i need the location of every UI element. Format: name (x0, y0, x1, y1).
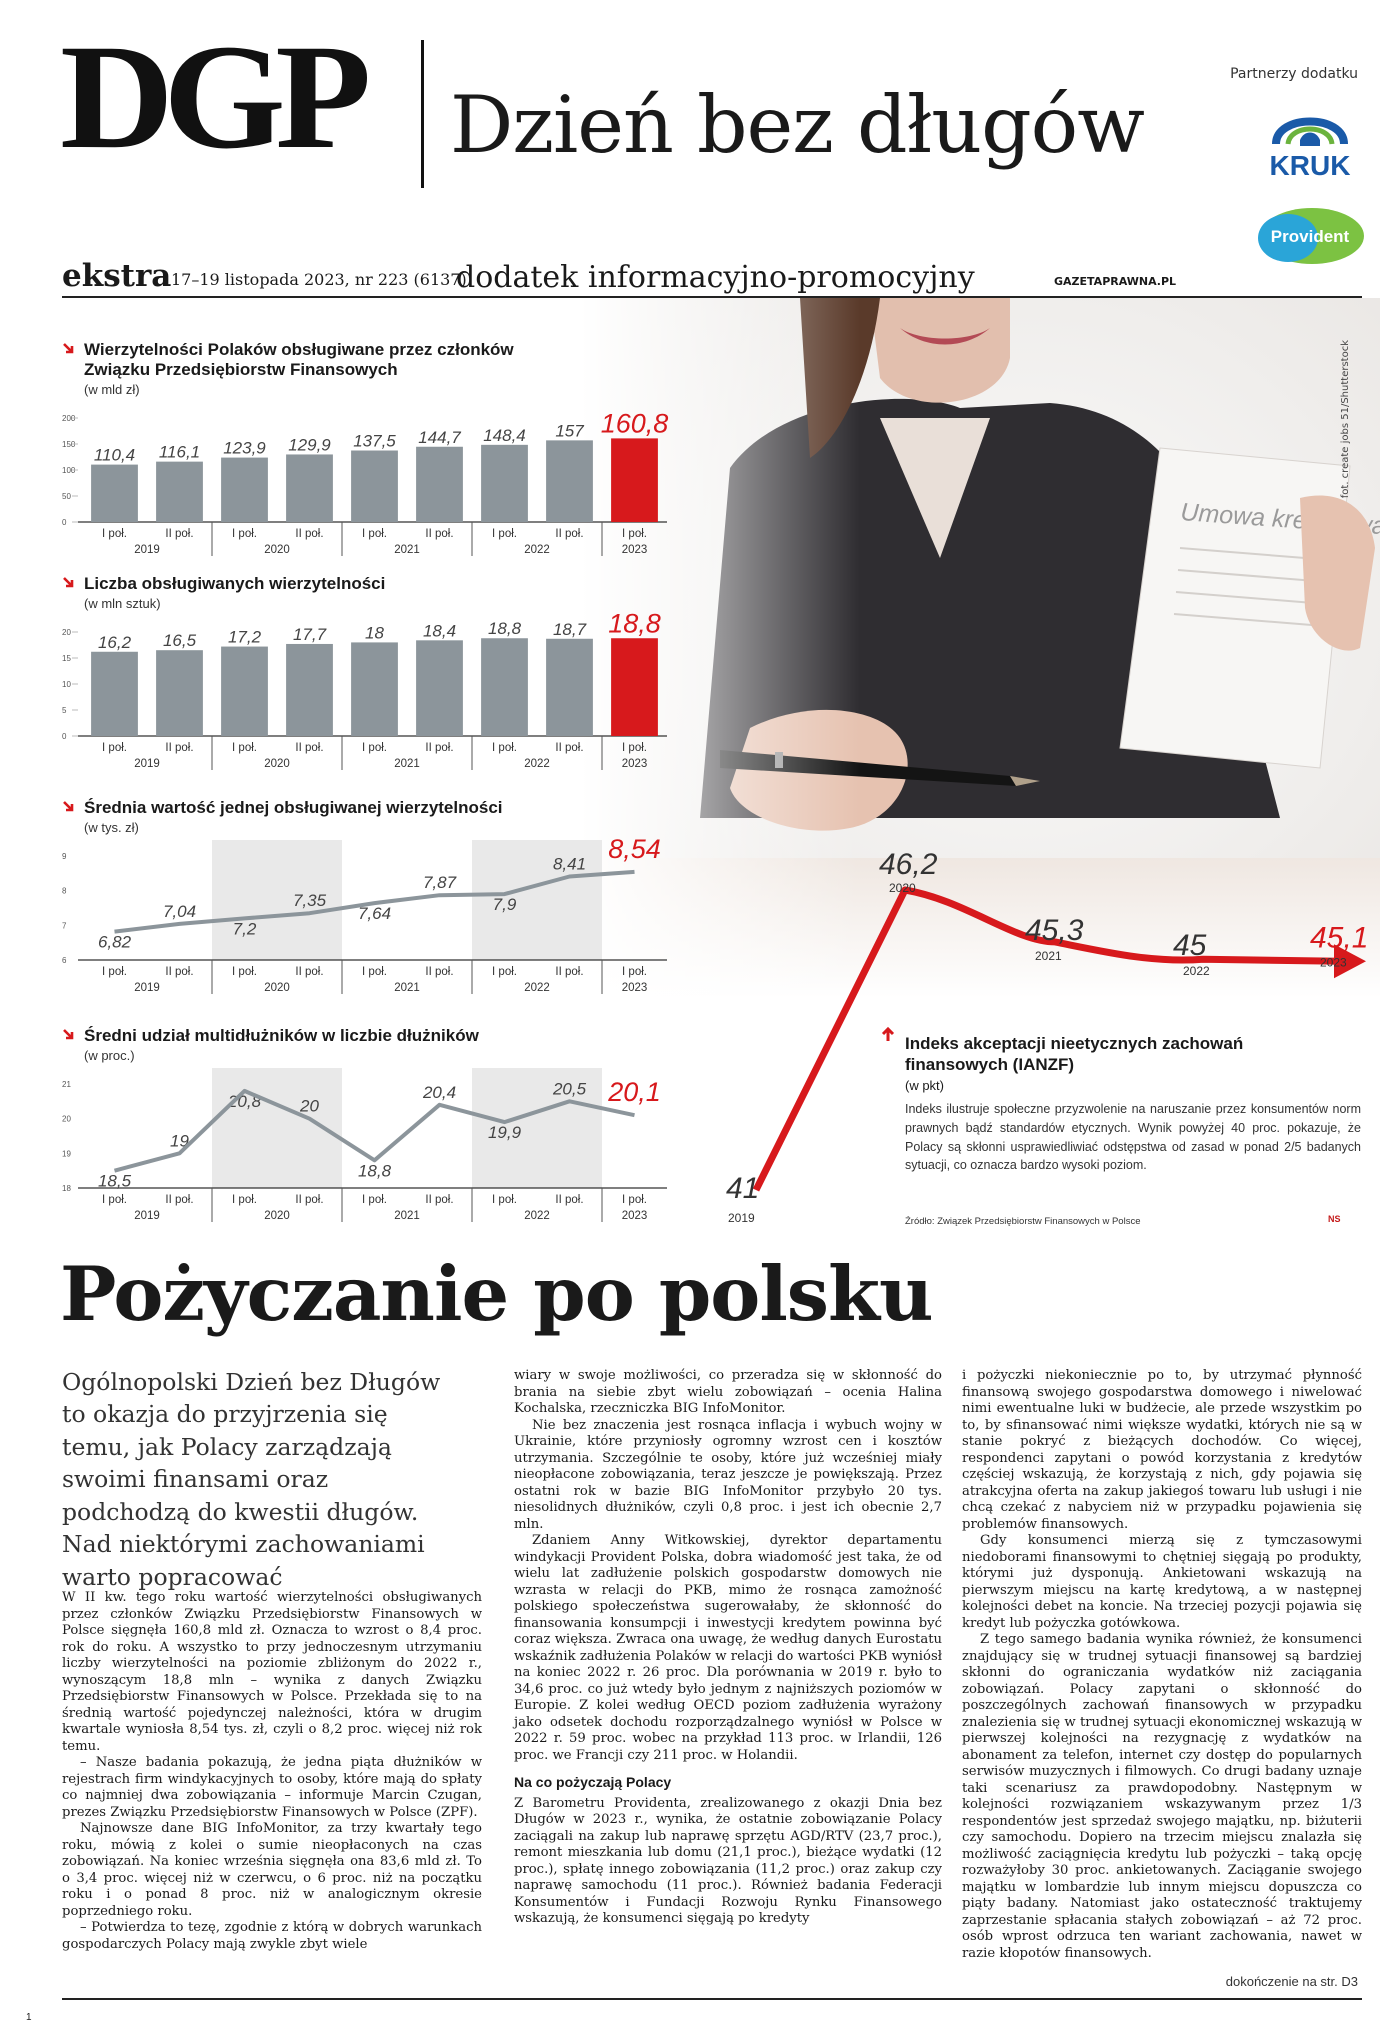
year-label: 2023 (621, 1210, 648, 1222)
x-tick-label: II poł. (165, 966, 194, 978)
wierzytelnosci-bar-chart (62, 398, 670, 560)
bar (91, 652, 138, 736)
paragraph: Zdaniem Anny Witkowskiej, dyrektor departamentu windykacji Provident Polska, dobra wiadomość jest taka, że od wielu lat zadłużenie polskich gospodarstw domowych nie wzrasta w relacji do PKB, mimo że rosnąca zamożność polskiego społeczeństwa sugerowałaby, że skłonność do finansowania konsumpcji i inwestycji kredytem powinna być coraz większa. Zwraca ona uwagę, że według danych Eurostatu wskaźnik zadłużenia Polaków w relacji do wartości PKB wyniósł na koniec 2022 r. 26 proc. Dla porównania w 2019 r. było to 34,6 proc. co już wtedy było jednym z najniższych poziomów w Europie. Z kolei według OECD poziom zadłużenia wyrażony jako odsetek dochodu rozporządzalnego wyniósł w Polsce w 2022 r. 59 proc. wobec na przykład 113 proc. w Irlandii, 126 proc. we Francji czy 211 proc. w Holandii. (514, 1533, 942, 1763)
kruk-logo (1262, 100, 1358, 180)
liczba-bar-chart (62, 608, 670, 774)
x-tick-label: II poł. (555, 742, 584, 754)
x-tick-label: I poł. (362, 966, 387, 978)
data-label: 7,35 (292, 891, 327, 911)
x-tick-label: II poł. (425, 742, 454, 754)
page-number: 1 (26, 2012, 32, 2023)
index-chart-title: Indeks akceptacji nieetycznych zachowań finansowych (IANZF) (905, 1034, 1244, 1074)
bar (546, 440, 593, 522)
x-tick-label: II poł. (295, 1194, 324, 1206)
x-tick-label: II poł. (165, 1194, 194, 1206)
x-tick-label: I poł. (622, 1194, 647, 1206)
chart1-unit: (w mld zł) (84, 382, 140, 397)
designer-mark: NS (1328, 1214, 1341, 1224)
chart4-unit: (w proc.) (84, 1048, 135, 1063)
edition-label: ekstra (62, 258, 172, 294)
data-label: 20,4 (422, 1082, 457, 1102)
paragraph: Najnowsze dane BIG InfoMonitor, za trzy kwartały tego roku, mówią z kolei o sumie nieopłaconych na czas zobowiązań. Na koniec września sięgnęła ona 83,6 mld zł. To o 3,4 proc. więcej niż w czerwcu, o 6 proc. niż na początku roku i o ponad 8 proc. niż w analogicznym okresie poprzedniego roku. (62, 1821, 482, 1919)
chart3-unit: (w tys. zł) (84, 820, 139, 835)
paragraph: Z Barometru Providenta, zrealizowanego z okazji Dnia bez Długów w 2023 r., wynika, że ostatnie zobowiązanie Polacy zaciągali na zakup lub naprawę sprzętu AGD/RTV (23,7 proc.), remont mieszkania lub domu (21,1 proc.), bieżące wydatki (12 proc.), spłatę innego zobowiązania (11,2 proc.) oraz zakup czy naprawę samochodu (11 proc.). Również badania Federacji Konsumentów i Fundacji Rozwoju Rynku Finansowego wskazują, że konsumenci sięgają po kredyty (514, 1795, 942, 1926)
data-label: 144,7 (418, 427, 461, 447)
data-label: 7,9 (492, 895, 517, 915)
article-column-2 (514, 1368, 942, 1928)
y-tick-label: 10 (62, 680, 71, 689)
index-data-label: 45,1 (1310, 921, 1369, 955)
data-label: 137,5 (353, 431, 396, 451)
index-year-label: 2019 (728, 1211, 755, 1225)
paragraph: – Potwierdza to tezę, zgodnie z którą w dobrych warunkach gospodarczych Polacy mają zwykle zbyt wiele (62, 1920, 482, 1952)
x-tick-label: I poł. (492, 966, 517, 978)
supplement-title: Dzień bez długów (450, 79, 1144, 171)
x-tick-label: II poł. (165, 742, 194, 754)
x-tick-label: I poł. (232, 742, 257, 754)
x-tick-label: I poł. (102, 1194, 127, 1206)
bar (351, 642, 398, 736)
kruk-wordmark: KRUK (1269, 150, 1351, 180)
x-tick-label: I poł. (492, 742, 517, 754)
continued-note[interactable]: dokończenie na str. D3 (1225, 1974, 1358, 1989)
year-label: 2019 (134, 544, 160, 556)
chart2-unit: (w mln sztuk) (84, 596, 161, 611)
year-label: 2021 (394, 758, 420, 770)
bar (416, 640, 463, 736)
index-year-label: 2022 (1183, 964, 1210, 979)
x-tick-label: I poł. (622, 966, 647, 978)
x-tick-label: I poł. (102, 966, 127, 978)
bar (91, 465, 138, 522)
year-label: 2021 (394, 982, 420, 994)
y-tick-label: 9 (62, 852, 67, 861)
x-tick-label: I poł. (362, 1194, 387, 1206)
bar (221, 647, 268, 736)
data-label: 19,9 (487, 1123, 522, 1143)
data-label: 160,8 (600, 408, 669, 439)
bar (156, 650, 203, 736)
x-tick-label: I poł. (492, 528, 517, 540)
x-tick-label: I poł. (362, 742, 387, 754)
y-tick-label: 21 (62, 1080, 71, 1089)
bar (481, 638, 528, 736)
y-tick-label: 200 (62, 414, 76, 423)
year-label: 2019 (134, 982, 160, 994)
x-tick-label: II poł. (425, 528, 454, 540)
x-tick-label: I poł. (102, 528, 127, 540)
year-label: 2023 (621, 982, 648, 994)
index-year-label: 2023 (1320, 955, 1347, 970)
y-tick-label: 0 (62, 518, 67, 527)
x-tick-label: II poł. (295, 528, 324, 540)
x-tick-label: I poł. (232, 966, 257, 978)
year-label: 2022 (524, 982, 550, 994)
bar (611, 638, 658, 736)
dgp-logo: DGP (60, 14, 361, 180)
multidluznicy-line-chart (62, 1064, 670, 1226)
trend-down-arrow-icon (62, 800, 76, 814)
photo-credit: fot. create jobs 51/Shutterstock (1340, 340, 1351, 499)
trend-down-arrow-icon (62, 1028, 76, 1042)
index-data-label: 46,2 (879, 848, 938, 881)
index-source: Źródło: Związek Przedsiębiorstw Finansowych w Polsce (905, 1216, 1141, 1227)
data-label: 20,8 (227, 1091, 262, 1111)
data-label: 110,4 (93, 445, 136, 465)
x-tick-label: I poł. (232, 1194, 257, 1206)
year-label: 2020 (264, 1210, 290, 1222)
data-label: 129,9 (288, 435, 331, 455)
y-tick-label: 15 (62, 654, 71, 663)
x-tick-label: I poł. (232, 528, 257, 540)
x-tick-label: II poł. (295, 966, 324, 978)
edition-line (62, 258, 1177, 298)
paragraph: Nie bez znaczenia jest rosnąca inflacja i wybuch wojny w Ukrainie, które przyniosły ogromny wzrost cen i kosztów utrzymania. Szczególnie te osoby, które już wcześniej miały nieopłacone zobowiązania, teraz jeszcze je powiększają. Przez ostatni rok w bazie BIG InfoMonitor przybyło 20 tys. niesolidnych dłużników, czyli 0,8 proc. i jest ich obecnie 2,7 mln. (514, 1417, 942, 1532)
bar (481, 445, 528, 522)
data-label: 20 (300, 1096, 319, 1116)
x-tick-label: II poł. (555, 1194, 584, 1206)
year-label: 2020 (264, 758, 290, 770)
y-tick-label: 0 (62, 732, 67, 741)
supplement-type: dodatek informacyjno-promocyjny (456, 260, 975, 295)
bar (156, 462, 203, 522)
x-tick-label: I poł. (362, 528, 387, 540)
paragraph: Z tego samego badania wynika również, że konsumenci znajdujący się w trudnej sytuacji finansowej są bardziej skłonni do ograniczania wydatków niż zaciągania zobowiązań. Polacy zapytani o skłonność do poszczególnych zachowań finansowych w przypadku znalezienia się w trudnej sytuacji ekonomicznej wskazują w pierwszej kolejności na rezygnację z wydatków na abonament za telefon, internet czy dostęp do popularnych serwisów muzycznych i filmowych. Co drugi badany uznaje taki scenariusz za prawdopodobny. Następnym w kolejności rozwiązaniem wskazywanym przez 1/3 respondentów jest sprzedaż swojego majątku, np. biżuterii czy samochodu. Dopiero na trzecim miejscu znalazła się możliwość zaciągnięcia kredytu lub pożyczki – taką opcję rozważyłoby 30 proc. ankietowanych. Zaciąganie swojego majątku w lombardzie lub innym miejscu dopuszcza co piąty badany. Natomiast jako ostateczność traktujemy zaprzestanie spłacania stałych zobowiązań – aż 72 proc. osób wprost odrzuca ten wariant zachowania, nawet w razie kłopotów finansowych. (962, 1632, 1362, 1961)
bar (351, 451, 398, 523)
provident-logo (1258, 206, 1366, 266)
article-column-1 (62, 1590, 482, 1953)
trend-down-arrow-icon (62, 576, 76, 590)
index-chart-unit: (w pkt) (905, 1078, 944, 1093)
data-label: 7,87 (422, 873, 457, 893)
index-year-label: 2021 (1035, 948, 1062, 963)
x-tick-label: II poł. (555, 966, 584, 978)
index-data-label: 45 (1173, 929, 1207, 963)
data-label: 6,82 (97, 932, 132, 952)
data-label: 19 (170, 1131, 189, 1151)
year-label: 2020 (264, 544, 290, 556)
paragraph: W II kw. tego roku wartość wierzytelności obsługiwanych przez członków Związku Przedsiębiorstw Finansowych w Polsce sięgnęła 160,8 mld zł. Oznacza to wzrost o 8,4 proc. rok do roku. A wszystko to przy jednoczesnym utrzymaniu liczby wierzytelności na poziomie zbliżonym do 2022 r., wynoszącym 18,8 mln – wynika z danych Związku Przedsiębiorstw Finansowych w Polsce. Przekłada się to na średnią wartość pojedynczej należności, która w drugim kwartale wyniosła 8,54 tys. zł, czyli o 8,2 proc. więcej niż rok temu. (62, 1590, 482, 1754)
y-tick-label: 7 (62, 921, 67, 931)
year-label: 2019 (134, 1210, 160, 1222)
data-label: 18,7 (552, 619, 587, 639)
trend-down-arrow-icon (62, 342, 76, 356)
x-tick-label: I poł. (622, 528, 647, 540)
year-label: 2023 (621, 758, 648, 770)
chart3-title: Średnia wartość jednej obsługiwanej wierzytelności (84, 798, 503, 817)
bottom-rule (62, 1998, 1362, 2000)
data-label: 7,04 (162, 901, 197, 921)
chart2-title: Liczba obsługiwanych wierzytelności (84, 574, 386, 593)
x-tick-label: II poł. (425, 1194, 454, 1206)
paragraph: – Nasze badania pokazują, że jedna piąta dłużników w rejestrach firm windykacyjnych to osoby, które mają do spłaty co najmniej dwa zobowiązania – informuje Marcin Czugan, prezes Związku Przedsiębiorstw Finansowych w Polsce (ZPF). (62, 1755, 482, 1820)
bar (286, 454, 333, 522)
data-label: 116,1 (158, 442, 201, 462)
trend-up-arrow-icon (880, 1026, 896, 1042)
data-label: 17,2 (227, 627, 262, 647)
index-year-label: 2020 (889, 881, 916, 895)
data-label: 8,54 (608, 833, 661, 864)
bar (416, 447, 463, 522)
year-label: 2019 (134, 758, 160, 770)
y-tick-label: 19 (62, 1149, 71, 1159)
bar (611, 438, 658, 522)
year-label: 2021 (394, 544, 420, 556)
data-label: 18,5 (97, 1171, 132, 1191)
data-label: 18,8 (608, 608, 661, 639)
data-label: 18 (365, 623, 384, 643)
y-tick-label: 150 (62, 440, 76, 449)
x-tick-label: II poł. (555, 528, 584, 540)
paragraph: i pożyczki niekoniecznie po to, by utrzymać płynność finansową swojego gospodarstwa domowego i niwelować nimi ewentualne luki w budżecie, ale przede wszystkim po to, by sfinansować nimi większe wydatki, których nie są w stanie pokryć z bieżących dochodów. Co więcej, respondenci zapytani o powód korzystania z kredytów częściej wskazują, że korzystają z nich, gdy pojawia się atrakcyjna oferta na zakup jakiegoś towaru lub usługi i nie chcą czekać z nabyciem niż w przypadku pojawienia się problemów finansowych. (962, 1368, 1362, 1532)
bar (286, 644, 333, 736)
bar (221, 458, 268, 522)
data-label: 18,4 (422, 621, 457, 641)
data-label: 148,4 (483, 425, 526, 445)
index-data-label: 41 (726, 1172, 760, 1205)
year-label: 2020 (264, 982, 290, 994)
y-tick-label: 20 (62, 628, 71, 637)
article-lead: Ogólnopolski Dzień bez Długów to okazja do przyjrzenia się temu, jak Polacy zarządzają swoimi finansami oraz podchodzą do kwestii długów. Nad niektórymi zachowaniami warto popracować (62, 1368, 441, 1591)
data-label: 123,9 (223, 438, 266, 458)
index-description: Indeks ilustruje społeczne przyzwolenie na naruszanie przez konsumentów norm prawnych bądź standardów etycznych. Wynik powyżej 40 proc. pokazuje, że Polacy są skłonni usprawiedliwiać odstępstwa od zasad w ponad 2/5 badanych sytuacji, co oznacza bardzo wysoki poziom. (905, 1102, 1361, 1173)
x-tick-label: II poł. (425, 966, 454, 978)
data-label: 17,7 (292, 624, 327, 644)
year-label: 2022 (524, 758, 550, 770)
x-tick-label: I poł. (622, 742, 647, 754)
site-url[interactable]: GAZETAPRAWNA.PL (1054, 275, 1177, 288)
bar (546, 639, 593, 736)
year-label: 2022 (524, 1210, 550, 1222)
y-tick-label: 5 (62, 706, 67, 715)
data-label: 18,8 (487, 619, 522, 639)
year-label: 2022 (524, 544, 550, 556)
article-headline: Pożyczanie po polsku (60, 1250, 933, 1338)
x-tick-label: II poł. (295, 742, 324, 754)
data-label: 20,1 (608, 1077, 661, 1108)
data-label: 7,2 (232, 919, 257, 939)
srednia-wartosc-line-chart (62, 833, 670, 998)
y-tick-label: 18 (62, 1184, 71, 1193)
y-tick-label: 100 (62, 466, 76, 475)
data-label: 157 (555, 421, 584, 441)
data-label: 16,5 (162, 631, 197, 651)
article-column-3 (962, 1368, 1362, 1962)
y-tick-label: 20 (62, 1114, 71, 1124)
data-label: 16,2 (97, 632, 132, 652)
data-label: 8,41 (552, 854, 587, 874)
x-tick-label: I poł. (492, 1194, 517, 1206)
paragraph: Gdy konsumenci mierzą się z tymczasowymi niedoborami finansowymi to chętniej sięgają po produkty, którymi już dysponują. Ankietowani wskazują na pierwszym miejscu na kartę kredytową, a w następnej kolejności debet na koncie. Na trzeciej pozycji pojawia się kredyt lub pożyczka gotówkowa. (962, 1533, 1362, 1631)
x-tick-label: I poł. (102, 742, 127, 754)
partners-label: Partnerzy dodatku (1230, 66, 1358, 82)
x-tick-label: II poł. (165, 528, 194, 540)
y-tick-label: 8 (62, 886, 67, 896)
index-data-label: 45,3 (1025, 913, 1084, 947)
paragraph: wiary w swoje możliwości, co przeradza się w skłonność do brania na siebie zbyt wielu zobowiązań – ocenia Halina Kochalska, rzeczniczka BIG InfoMonitor. (514, 1368, 942, 1416)
y-tick-label: 50 (62, 492, 71, 501)
data-label: 18,8 (357, 1161, 392, 1181)
chart1-title: Wierzytelności Polaków obsługiwane przez członków Związku Przedsiębiorstw Finansowych (84, 340, 514, 380)
masthead-divider (421, 40, 424, 188)
section-heading: Na co pożyczają Polacy (514, 1774, 672, 1790)
y-tick-label: 6 (62, 956, 67, 965)
year-label: 2023 (621, 544, 648, 556)
issue-date: 17–19 listopada 2023, nr 223 (6137) (171, 270, 467, 289)
data-label: 20,5 (552, 1079, 587, 1099)
chart4-title: Średni udział multidłużników w liczbie dłużników (84, 1026, 479, 1045)
year-label: 2021 (394, 1210, 420, 1222)
data-label: 7,64 (357, 904, 392, 924)
provident-wordmark: Provident (1270, 227, 1350, 246)
